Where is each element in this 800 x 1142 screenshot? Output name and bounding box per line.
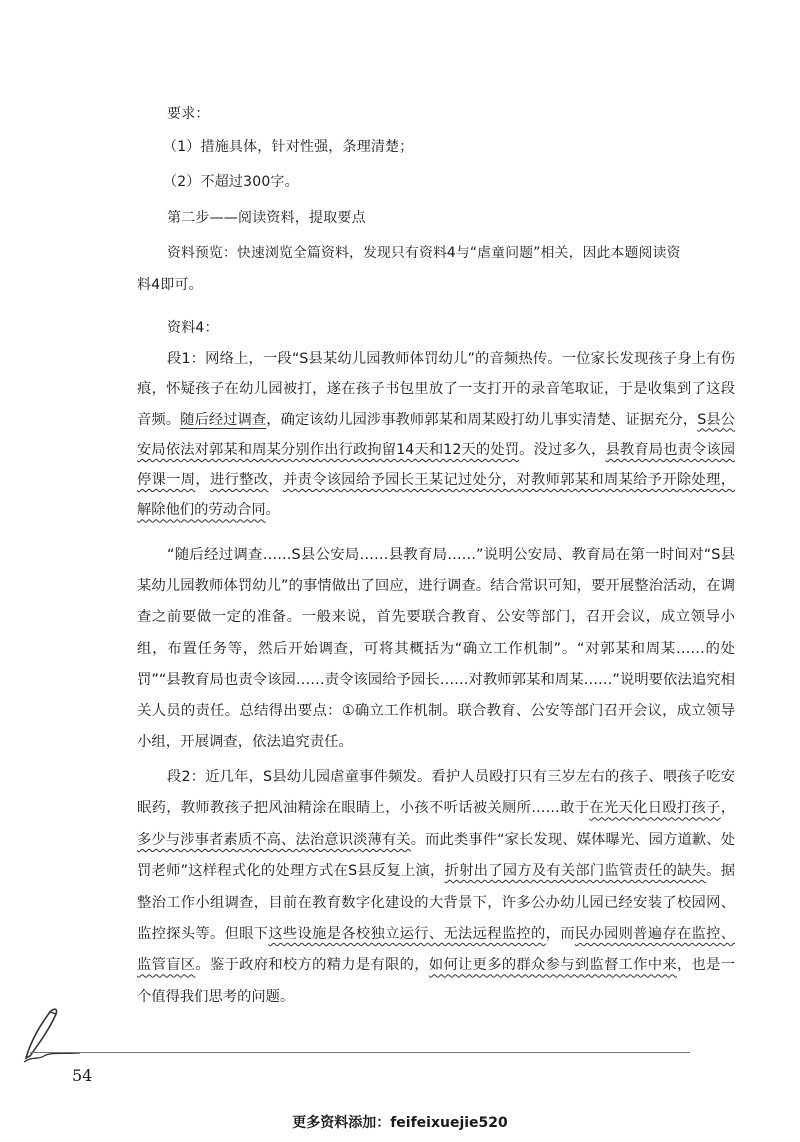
para1-underline-punishment: 并责令该园给予园长王某记过处分，对教师郭某和周某给予开除处理，解除他们的劳动合同 [137,472,736,519]
para1-text: ， [195,472,210,489]
para1-text: ，确定该幼儿园涉事教师郭某和周某殴打幼儿事实清楚、证据充分， [266,411,698,428]
para2-underline-oversight: 折射出了园方及有关部门监管责任的缺失 [444,863,707,880]
para1-text: ， [268,472,283,489]
para1-text: 。没过多久， [519,441,606,458]
para2-text: 。据整治工作小组调查，目前在教育数字化建设的大背景下，许多公办幼儿园已经安装了校园网、监控探头等。但眼下 [137,863,736,943]
para2-underline-broad-daylight: 在光天化日殴打孩子 [589,800,721,817]
material-paragraph-1 [137,344,735,526]
bottom-divider [30,1052,690,1053]
para2-underline-quality: 多少与涉事者素质不高、法治意识淡薄有关 [137,831,411,848]
preview-line-2: 料4即可。 [137,277,203,293]
footer-promo: 更多资料添加：feifeixuejie520 [292,1115,508,1131]
para2-text: ，也是一个值得我们思考的问题。 [137,957,736,1005]
para1-underline-police: S县公安局依法对郭某和周某分别作出行政拘留14天和12天的处罚 [137,411,736,458]
analysis-text: “随后经过调查……S县公安局……县教育局……”说明公安局、教育局在第一时间对“S县某幼儿园教师体罚幼儿”的事情做出了回应，进行调查。结合常识可知，要开展整治活动，在调查之前要做一定的准备。一般来说，首先要联合教育、公安等部门，召开会议，成立领导小组，布置任务等，然后开始调查，可将其概括为“确立工作机制”。“对郭某和周某……的处罚”“县教育局也责令该园……责令该园给予园长……对教师郭某和周某……”说明要依法追究相关人员的责任。总结得出要点：①确立工作机制。联合教育、公安等部门召开会议，成立领导小组，开展调查，依法追究责任。 [137,547,735,751]
pen-icon [20,1004,130,1064]
para1-underline-rectify: 进行整改 [209,472,269,489]
para2-underline-public: 如何让更多的群众参与到监督工作中来 [428,957,677,974]
para2-text: 。鉴于政府和校方的精力是有限的， [195,957,429,974]
requirement-item-1: （1）措施具体，针对性强，条理清楚； [163,139,414,155]
para1-underline-suspension: 县教育局也责令该园停课一周 [137,441,736,489]
requirements-heading: 要求： [167,106,210,122]
step2-title: 第二步——阅读资料，提取要点 [167,210,366,226]
para2-text: ，而 [545,926,575,943]
page-number: 54 [72,1066,93,1085]
requirement-item-2: （2）不超过300字。 [163,174,299,190]
para2-text: ， [720,800,736,817]
para2-underline-private: 民办园则普遍存在监控、监管盲区 [137,926,736,974]
material-label: 资料4： [167,320,219,336]
para1-text: 。 [265,502,280,519]
para2-text: 段2：近几年，S县幼儿园虐童事件频发。看护人员殴打只有三岁左右的孩子、喂孩子吃安眠药，教师教孩子把风油精涂在眼睛上，小孩不听话被关厕所……敢于 [137,769,735,817]
preview-line-1: 资料预览：快速浏览全篇资料，发现只有资料4与“虐童问题”相关，因此本题阅读资 [167,245,681,261]
para2-text: 。而此类事件“家长发现、媒体曝光、园方道歉、处罚老师”这样程式化的处理方式在S县反复上演， [137,831,736,880]
analysis-paragraph [137,540,735,758]
para2-underline-facilities: 这些设施是各校独立运行、无法远程监控的 [268,926,546,943]
para1-underline-investigation: 随后经过调查 [180,411,267,428]
para1-text: 段1：网络上，一段“S县某幼儿园教师体罚幼儿”的音频热传。一位家长发现孩子身上有伤痕，怀疑孩子在幼儿园被打，遂在孩子书包里放了一支打开的录音笔取证，于是收集到了这段音频。 [137,351,735,428]
material-paragraph-2 [137,762,735,1013]
